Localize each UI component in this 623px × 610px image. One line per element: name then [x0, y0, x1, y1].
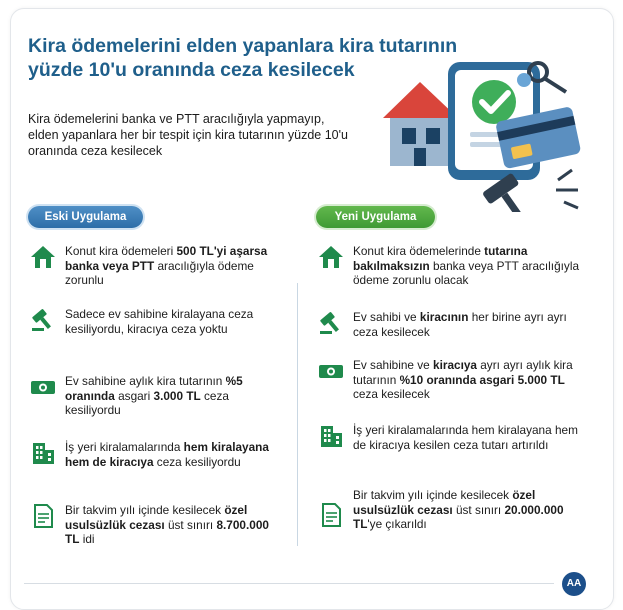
phone-house-card-illustration: [378, 52, 588, 212]
document-icon: [30, 503, 56, 529]
old-item-upper-limit-text: Bir takvim yılı içinde kesilecek özel usulsüzlük cezası üst sınırı 8.700.000 TL idi: [65, 503, 269, 546]
gavel-icon: [30, 307, 56, 333]
building-icon: [30, 440, 56, 466]
new-item-penalty-both: [318, 310, 580, 339]
page-subtitle: Kira ödemelerini banka ve PTT aracılığıyla yapmayıp, elden yapanlara her bir tespit için kira tutarının yüzde 10'u oranında ceza kesilecek: [28, 112, 348, 158]
new-item-workplace: [318, 423, 580, 452]
house-icon: [30, 244, 56, 270]
old-item-payment-text: Konut kira ödemeleri 500 TL'yi aşarsa banka veya PTT aracılığıyla ödeme zorunlu: [65, 244, 268, 287]
building-icon: [318, 423, 344, 449]
new-item-payment: [318, 244, 580, 288]
new-item-penalty-rate: [318, 358, 580, 402]
aa-logo: AA: [562, 572, 586, 596]
document-icon: [318, 502, 344, 528]
house-icon: [318, 244, 344, 270]
new-item-upper-limit: [318, 488, 580, 532]
new-item-penalty-both-text: Ev sahibi ve kiracının her birine ayrı ayrı ceza kesilecek: [353, 310, 567, 339]
old-item-penalty-owner: [30, 307, 280, 336]
gavel-icon: [318, 310, 344, 336]
money-icon: [30, 374, 56, 400]
old-item-penalty-owner-text: Sadece ev sahibine kiralayana ceza kesiliyordu, kiracıya ceza yoktu: [65, 307, 254, 336]
new-item-upper-limit-text: Bir takvim yılı içinde kesilecek özel usulsüzlük cezası üst sınırı 20.000.000 TL'ye çıkarıldı: [353, 488, 564, 531]
page-title: Kira ödemelerini elden yapanlara kira tutarının yüzde 10'u oranında ceza kesilecek: [28, 35, 458, 81]
old-item-workplace: [30, 440, 280, 469]
old-practice-label: Eski Uygulama: [28, 206, 143, 228]
new-item-penalty-rate-text: Ev sahibine ve kiracıya ayrı ayrı aylık kira tutarının %10 oranında asgari 5.000 TL ceza kesilecek: [353, 358, 573, 401]
column-divider: [297, 283, 298, 546]
old-item-workplace-text: İş yeri kiralamalarında hem kiralayana hem de kiracıya ceza kesiliyordu: [65, 440, 269, 469]
old-item-payment: [30, 244, 280, 288]
old-item-penalty-rate-text: Ev sahibine aylık kira tutarının %5 oranında asgari 3.000 TL ceza kesiliyordu: [65, 374, 243, 417]
old-item-penalty-rate: [30, 374, 280, 418]
old-item-upper-limit: [30, 503, 280, 547]
footer-divider: [24, 583, 554, 584]
money-icon: [318, 358, 344, 384]
new-item-workplace-text: İş yeri kiralamalarında hem kiralayana hem de kiracıya kesilen ceza tutarı artırıldı: [353, 423, 578, 452]
new-item-payment-text: Konut kira ödemelerinde tutarına bakılmaksızın banka veya PTT aracılığıyla ödeme zorunlu olacak: [353, 244, 580, 287]
new-practice-label: Yeni Uygulama: [316, 206, 435, 228]
